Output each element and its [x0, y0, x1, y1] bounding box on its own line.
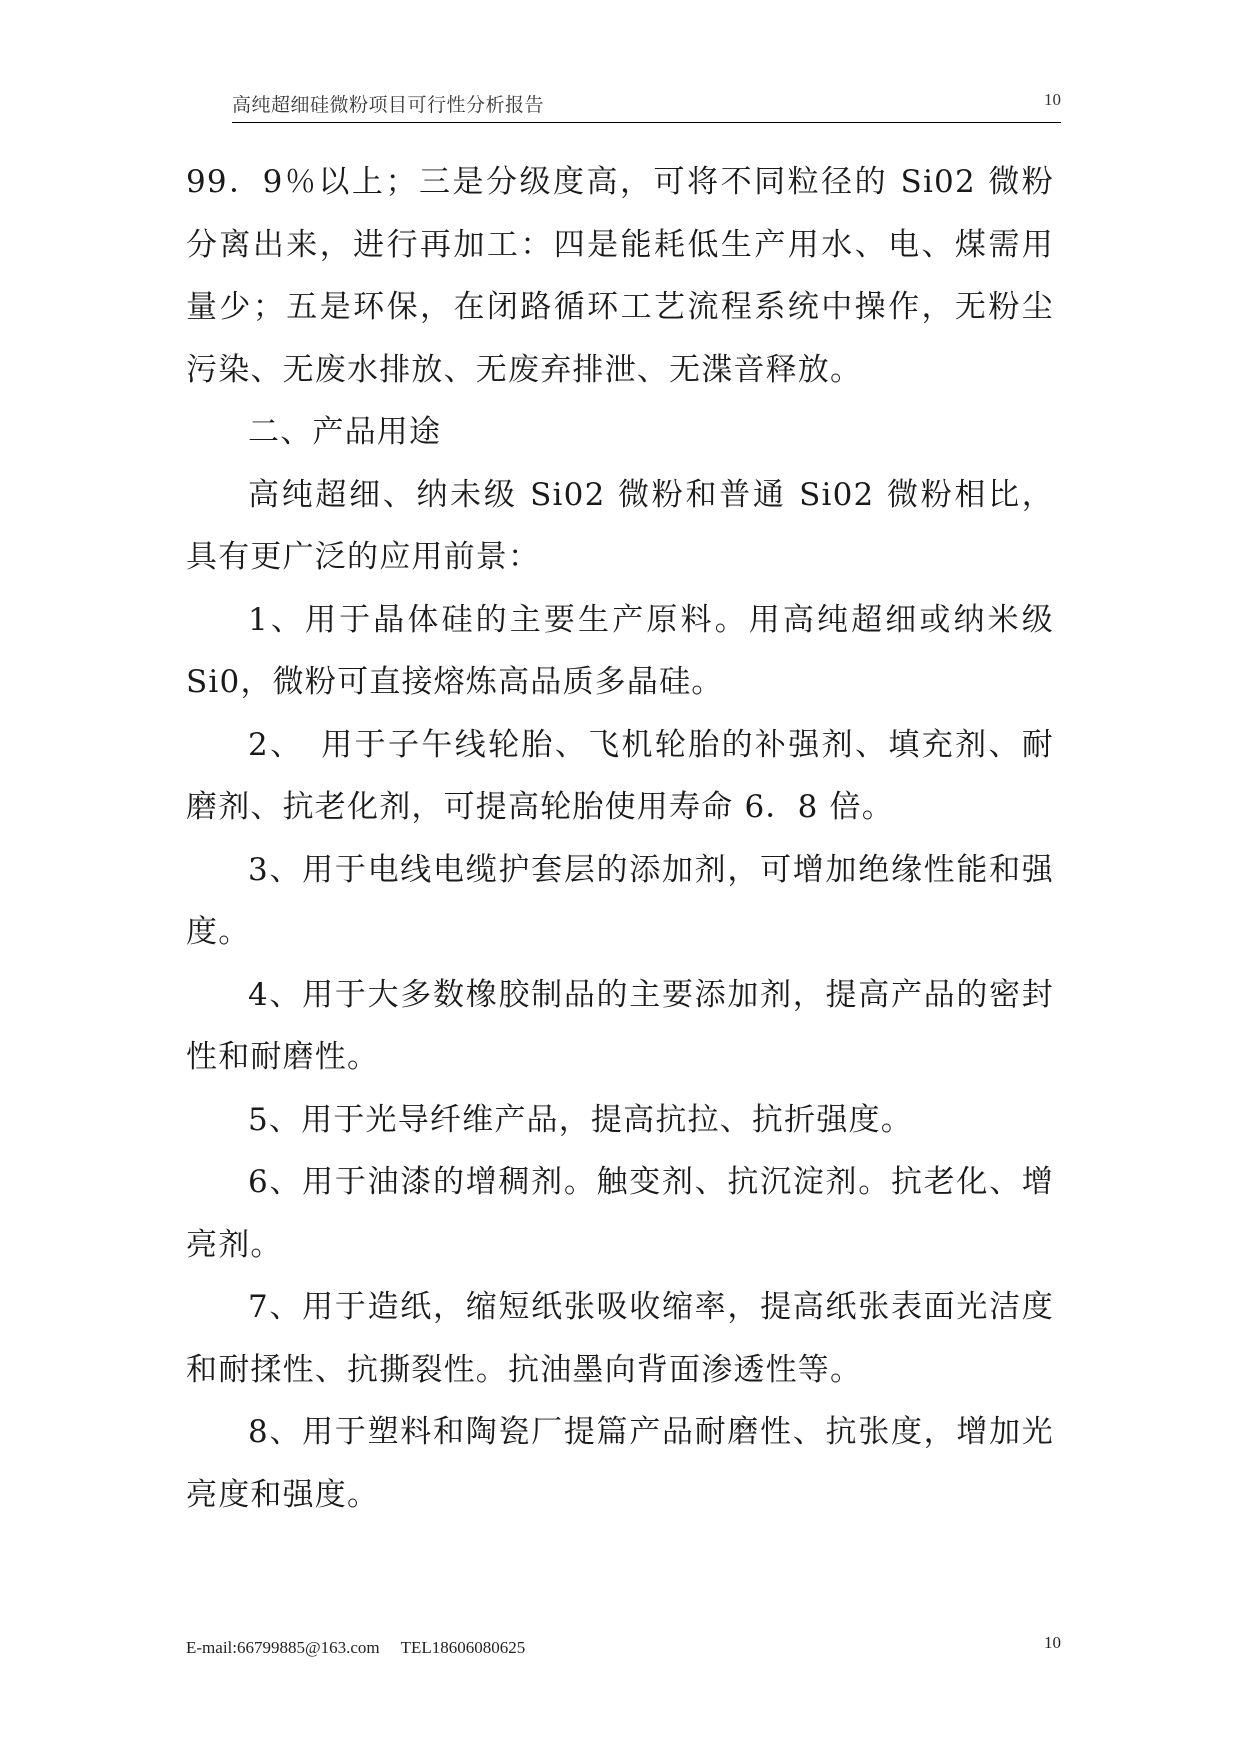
body-text	[186, 151, 1054, 1526]
paragraph-2: 高纯超细、纳未级 Si02 微粉和普通 Si02 微粉相比，具有更广泛的应用前景：	[186, 476, 1054, 575]
list-item-4: 4、用于大多数橡胶制品的主要添加剂，提高产品的密封性和耐磨性。	[186, 976, 1054, 1075]
list-item-7: 7、用于造纸，缩短纸张吸收缩率，提高纸张表面光洁度和耐揉性、抗撕裂性。抗油墨向背面渗透性等。	[186, 1289, 1054, 1388]
page-footer	[186, 1633, 1061, 1657]
list-item-3: 3、用于电线电缆护套层的添加剂，可增加绝缘性能和强度。	[186, 851, 1054, 950]
document-title: 高纯超细硅微粉项目可行性分析报告	[232, 94, 545, 116]
page-header	[232, 86, 1061, 123]
paragraph-0: 99．9％以上；三是分级度高，可将不同粒径的 Si02 微粉分离出来，进行再加工：四是能耗低生产用水、电、煤需用量少；五是环保，在闭路循环工艺流程系统中操作，无粉尘污染、无废水排放、无废弃排泄、无渫音释放。	[186, 164, 1054, 388]
header-page-number: 10	[1044, 90, 1061, 109]
footer-contact: E-mail:66799885@163.com TEL18606080625	[186, 1638, 526, 1657]
list-item-6: 6、用于油漆的增稠剂。触变剂、抗沉淀剂。抗老化、增亮剂。	[186, 1164, 1054, 1263]
footer-page-number: 10	[1044, 1633, 1061, 1652]
list-item-2: 2、 用于子午线轮胎、飞机轮胎的补强剂、填充剂、耐磨剂、抗老化剂，可提高轮胎使用寿命 6．8 倍。	[186, 726, 1054, 825]
section-heading: 二、产品用途	[248, 414, 442, 450]
list-item-8: 8、用于塑料和陶瓷厂提篇产品耐磨性、抗张度，增加光亮度和强度。	[186, 1414, 1054, 1513]
list-item-5: 5、用于光导纤维产品，提高抗拉、抗折强度。	[248, 1101, 913, 1138]
list-item-1: 1、用于晶体硅的主要生产原料。用高纯超细或纳米级 Si0，微粉可直接熔炼高品质多晶硅。	[186, 601, 1054, 700]
